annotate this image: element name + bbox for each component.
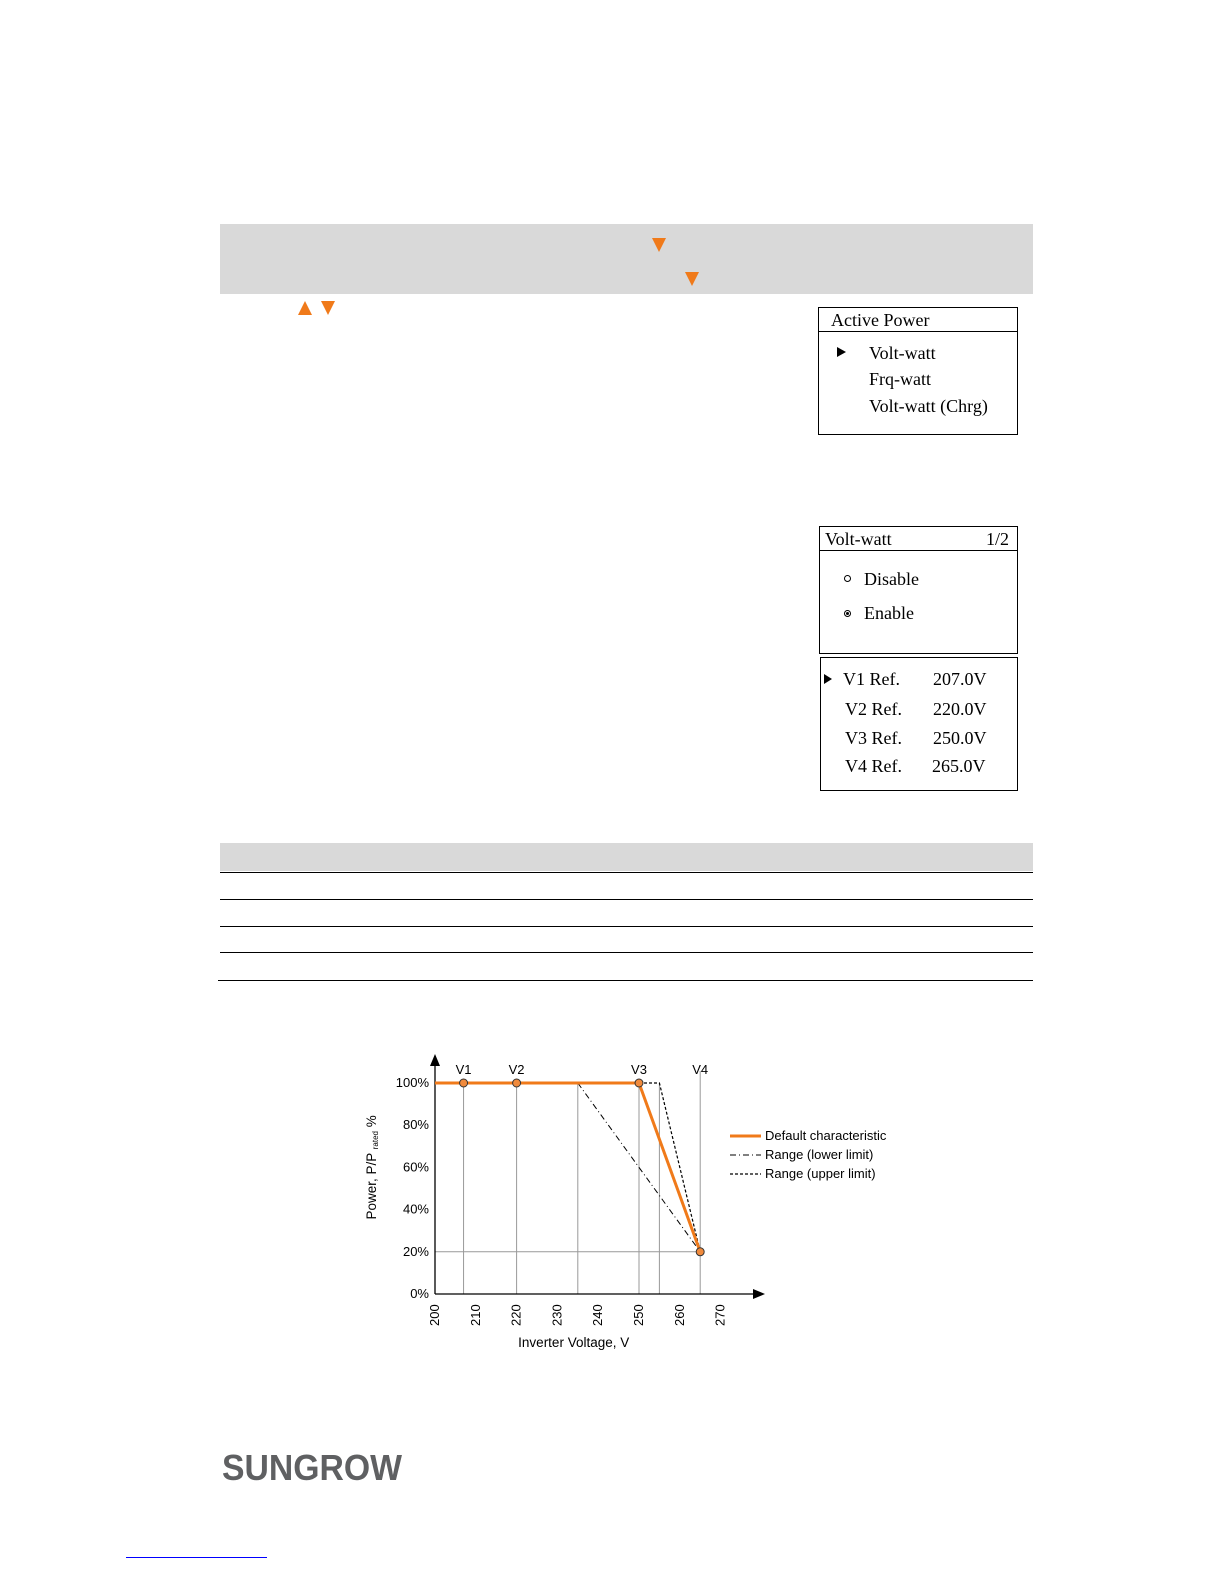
- series-line: [435, 1083, 700, 1252]
- vref-label[interactable]: V1 Ref.: [843, 669, 900, 689]
- option-enable[interactable]: Enable: [864, 603, 914, 623]
- point-label: V3: [631, 1062, 647, 1077]
- menu-item-volt-watt-chrg[interactable]: Volt-watt (Chrg): [869, 396, 988, 416]
- svg-text:SUNGROW: SUNGROW: [222, 1450, 403, 1484]
- y-tick-label: 80%: [402, 1117, 429, 1133]
- radio-disable[interactable]: [844, 575, 851, 582]
- x-tick-label: 240: [590, 1304, 606, 1326]
- menu-item-volt-watt[interactable]: Volt-watt: [869, 343, 936, 363]
- instruction-bar: [220, 224, 1033, 294]
- legend-label: Default characteristic: [765, 1128, 887, 1143]
- x-tick-label: 270: [712, 1304, 728, 1326]
- lcd-page-indicator: 1/2: [985, 529, 1009, 549]
- point-label: V4: [692, 1062, 709, 1077]
- lcd-header: [820, 527, 1017, 551]
- x-tick-label: 260: [671, 1304, 687, 1326]
- data-point-marker: [696, 1248, 704, 1256]
- x-axis-label: Inverter Voltage, V: [518, 1335, 630, 1350]
- x-tick-label: 200: [427, 1304, 442, 1326]
- table-rule: [220, 952, 1033, 953]
- data-point-marker: [460, 1079, 468, 1087]
- selection-pointer-icon: [824, 674, 832, 684]
- point-label: V1: [455, 1062, 472, 1077]
- down-arrow-icon: [652, 238, 666, 252]
- table-header: [220, 843, 1033, 871]
- lcd-title: Volt-watt: [825, 529, 892, 549]
- menu-item-frq-watt[interactable]: Frq-watt: [869, 369, 931, 389]
- vref-value[interactable]: 207.0V: [933, 669, 987, 689]
- down-arrow-icon: [321, 301, 335, 315]
- vref-value[interactable]: 250.0V: [933, 728, 987, 748]
- vref-label[interactable]: V2 Ref.: [845, 699, 902, 719]
- x-tick-label: 220: [508, 1304, 524, 1326]
- lcd-title: Active Power: [831, 310, 930, 330]
- x-tick-label: 230: [549, 1304, 565, 1326]
- vref-label[interactable]: V3 Ref.: [845, 728, 902, 748]
- legend-label: Range (lower limit): [765, 1147, 874, 1162]
- table-rule: [218, 980, 1033, 981]
- selection-pointer-icon: [837, 347, 846, 357]
- lcd-volt-watt-screen: [819, 526, 1018, 654]
- y-tick-label: 40%: [402, 1201, 429, 1217]
- down-arrow-icon: [685, 272, 699, 286]
- x-axis-arrow-icon: [753, 1289, 765, 1299]
- vref-label[interactable]: V4 Ref.: [845, 756, 902, 776]
- up-arrow-icon: [298, 301, 312, 315]
- legend-label: Range (upper limit): [765, 1166, 876, 1181]
- data-point-marker: [513, 1079, 521, 1087]
- table-rule: [220, 899, 1033, 900]
- y-axis-label: Power, P/P rated %: [364, 1115, 380, 1220]
- data-point-marker: [635, 1079, 643, 1087]
- vref-value[interactable]: 220.0V: [933, 699, 987, 719]
- footer-link-underline: [126, 1557, 267, 1558]
- option-disable[interactable]: Disable: [864, 569, 919, 589]
- radio-enable[interactable]: [844, 610, 851, 617]
- y-tick-label: 20%: [402, 1243, 429, 1259]
- point-label: V2: [508, 1062, 525, 1077]
- y-tick-label: 100%: [395, 1075, 429, 1090]
- vref-value[interactable]: 265.0V: [932, 756, 986, 776]
- x-tick-label: 210: [467, 1304, 483, 1326]
- lcd-header: [819, 308, 1017, 332]
- lcd-vref-screen: [820, 657, 1018, 791]
- x-tick-label: 250: [631, 1304, 646, 1326]
- table-rule: [220, 872, 1033, 873]
- lcd-active-power-screen: [818, 307, 1018, 435]
- y-tick-label: 60%: [402, 1159, 429, 1175]
- y-tick-label: 0%: [410, 1286, 429, 1301]
- sungrow-logo: [222, 1450, 404, 1484]
- volt-watt-chart: [355, 1050, 915, 1360]
- table-rule: [220, 926, 1033, 927]
- y-axis-arrow-icon: [430, 1054, 440, 1066]
